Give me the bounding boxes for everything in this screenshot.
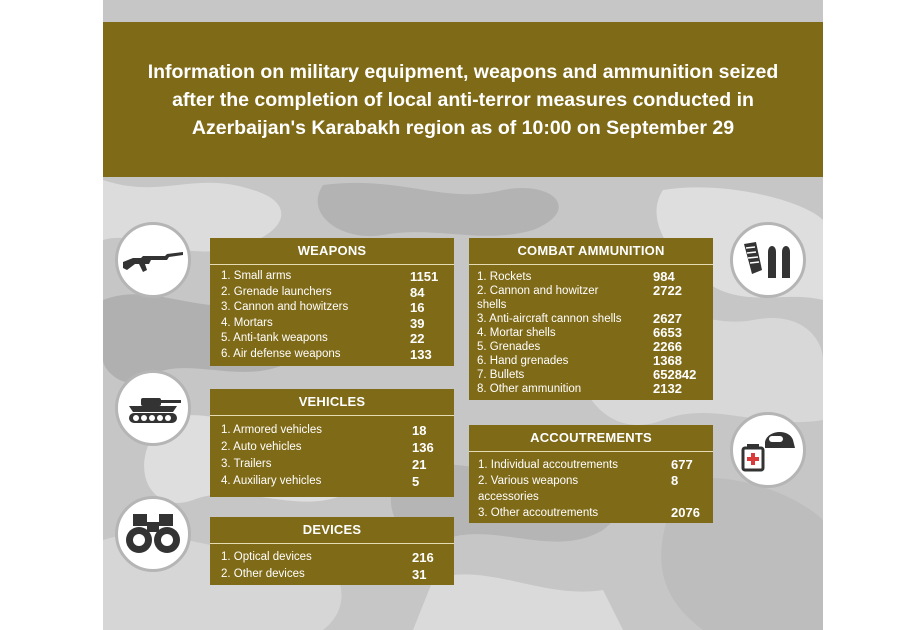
helmet-medkit-icon [739, 426, 797, 474]
item-label: 4. Mortar shells [477, 327, 556, 339]
item-value: 136 [412, 440, 434, 455]
item-value: 2076 [671, 505, 700, 520]
rifle-icon [121, 240, 185, 280]
rifle-icon-circle [115, 222, 191, 298]
ammunition-icon-circle [730, 222, 806, 298]
item-value: 652842 [653, 367, 697, 382]
item-label: 8. Other ammunition [477, 383, 582, 395]
item-label: 3. Other accoutrements [478, 507, 599, 519]
item-label: 2. Various weapons accessories [478, 475, 579, 503]
vehicles-title: VEHICLES [210, 389, 454, 416]
item-label: 3. Trailers [221, 458, 272, 470]
item-label: 2. Cannon and howitzer shells [477, 285, 599, 311]
vehicles-row [221, 439, 448, 456]
item-value: 2132 [653, 381, 682, 396]
item-label: 5. Anti-tank weapons [221, 332, 328, 344]
item-label: 1. Armored vehicles [221, 424, 322, 436]
header-banner [103, 22, 823, 177]
accoutrements-title: ACCOUTREMENTS [469, 425, 713, 452]
tank-icon-circle [115, 370, 191, 446]
item-value: 6653 [653, 325, 682, 340]
item-value: 2722 [653, 283, 682, 298]
accoutrements-row [478, 473, 707, 505]
item-value: 133 [410, 346, 432, 362]
vehicles-row [221, 422, 448, 439]
weapons-row [221, 300, 448, 316]
item-label: 4. Mortars [221, 316, 273, 329]
ammo-row [477, 326, 707, 340]
accoutrements-row [478, 457, 707, 473]
item-label: 1. Individual accoutrements [478, 459, 618, 471]
weapons-panel [210, 238, 454, 366]
binoculars-icon-circle [115, 496, 191, 572]
ammo-row [477, 284, 707, 312]
weapons-row [221, 269, 448, 285]
vehicles-panel [210, 389, 454, 497]
item-label: 5. Grenades [477, 341, 541, 353]
page-title: Information on military equipment, weapons and ammunition seized after the completion of local anti-terror measures conducted in Azerbaijan's Karabakh region as of 10:00 on September 29 [147, 60, 779, 139]
vehicles-row [221, 473, 448, 490]
accoutrements-row [478, 505, 707, 521]
item-value: 216 [412, 550, 434, 565]
item-label: 1. Rockets [477, 271, 532, 283]
item-value: 2627 [653, 311, 682, 326]
item-label: 2. Grenade launchers [221, 285, 332, 298]
item-value: 984 [653, 269, 675, 284]
item-value: 8 [671, 473, 679, 488]
devices-title: DEVICES [210, 517, 454, 544]
item-value: 31 [412, 567, 427, 582]
combat-ammunition-title: COMBAT AMMUNITION [469, 238, 713, 265]
weapons-row [221, 285, 448, 301]
ammo-row [477, 368, 707, 382]
weapons-row [221, 347, 448, 363]
item-label: 3. Cannon and howitzers [221, 301, 349, 313]
weapons-row [221, 331, 448, 347]
item-value: 22 [410, 331, 425, 346]
item-label: 1. Optical devices [221, 551, 312, 563]
item-value: 1368 [653, 353, 682, 368]
item-value: 677 [671, 457, 693, 472]
item-value: 2266 [653, 339, 682, 354]
item-value: 18 [412, 423, 427, 438]
ammo-row [477, 354, 707, 368]
item-label: 3. Anti-aircraft cannon shells [477, 313, 622, 325]
tank-icon [123, 390, 183, 426]
devices-row [221, 549, 448, 566]
helmet-medkit-icon-circle [730, 412, 806, 488]
item-value: 39 [410, 315, 425, 331]
ammo-row [477, 340, 707, 354]
item-value: 84 [410, 284, 425, 300]
weapons-row [221, 316, 448, 332]
item-value: 21 [412, 457, 427, 472]
item-label: 1. Small arms [221, 270, 292, 282]
combat-ammunition-panel [469, 238, 713, 400]
ammo-row [477, 270, 707, 284]
devices-panel [210, 517, 454, 585]
vehicles-row [221, 456, 448, 473]
item-value: 1151 [410, 269, 439, 284]
item-label: 6. Hand grenades [477, 355, 569, 367]
binoculars-icon [125, 512, 181, 556]
item-label: 2. Auto vehicles [221, 441, 302, 453]
ammo-row [477, 382, 707, 396]
item-label: 4. Auxiliary vehicles [221, 475, 322, 487]
item-value: 5 [412, 474, 420, 489]
item-label: 6. Air defense weapons [221, 347, 341, 360]
devices-row [221, 566, 448, 583]
weapons-title: WEAPONS [210, 238, 454, 265]
item-value: 16 [410, 300, 425, 315]
accoutrements-panel [469, 425, 713, 523]
item-label: 7. Bullets [477, 369, 525, 381]
item-label: 2. Other devices [221, 568, 305, 580]
ammo-row [477, 312, 707, 326]
ammunition-icon [740, 238, 796, 282]
